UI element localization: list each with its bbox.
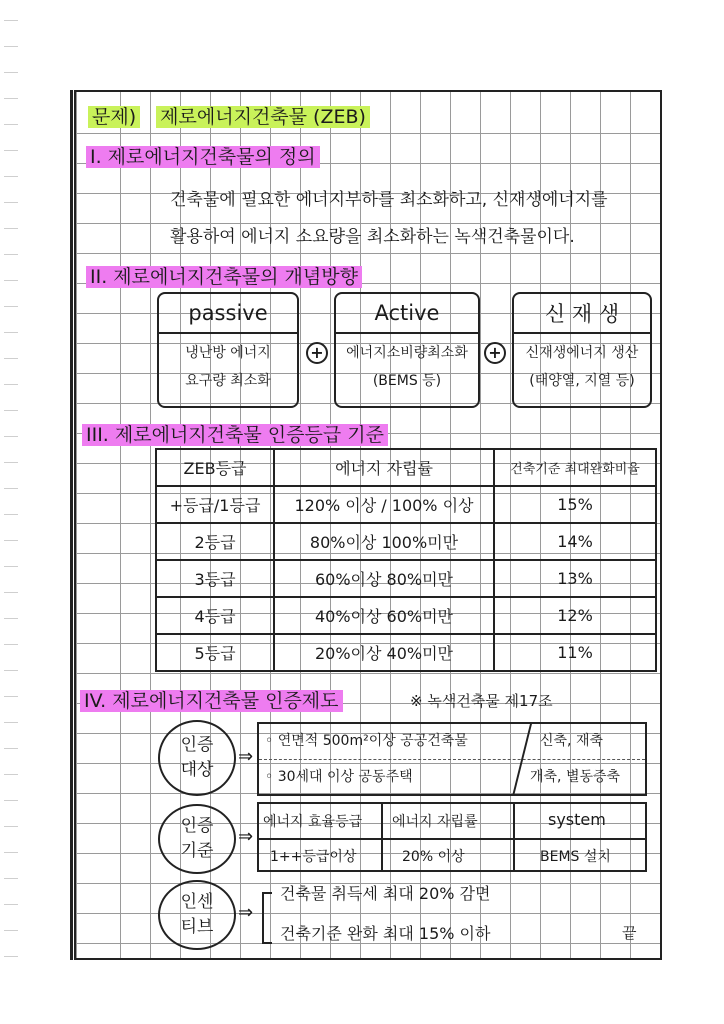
concept-title-passive: passive xyxy=(159,294,297,334)
criteria-value: BEMS 설치 xyxy=(540,849,611,865)
table-cell: 3등급 xyxy=(156,560,274,597)
arrow-icon: ⇒ xyxy=(238,826,254,847)
arrow-icon: ⇒ xyxy=(238,746,254,767)
circle-target: 인증 대상 xyxy=(158,720,236,796)
table-row xyxy=(156,597,656,634)
table-cell: +등급/1등급 xyxy=(156,486,274,523)
circle-incentive: 인센 티브 xyxy=(158,880,236,950)
bracket xyxy=(262,892,272,944)
table-cell: 2등급 xyxy=(156,523,274,560)
concept-line: 에너지소비량최소화 xyxy=(346,345,468,361)
concept-line: 요구량 최소화 xyxy=(185,373,271,389)
concept-title-renewable: 신 재 생 xyxy=(514,294,650,334)
circle-criteria: 인증 기준 xyxy=(158,804,236,874)
target-row1-left: ◦ 연면적 500m²이상 공공건축물 xyxy=(265,733,468,749)
table-header: 에너지 자립률 xyxy=(274,449,494,486)
table-cell: 13% xyxy=(494,560,656,597)
target-row1-right: 신축, 재축 xyxy=(540,733,603,749)
section-2-heading: II. 제로에너지건축물의 개념방향 xyxy=(86,266,362,289)
table-cell: 11% xyxy=(494,634,656,671)
question-text: 제로에너지건축물 (ZEB) xyxy=(156,106,370,128)
margin-line xyxy=(70,90,73,960)
incentive-line-1: 건축물 취득세 최대 20% 감면 xyxy=(280,884,491,903)
question-label: 문제) xyxy=(88,106,140,128)
end-mark: 끝 xyxy=(622,924,637,942)
table-cell: 120% 이상 / 100% 이상 xyxy=(274,486,494,523)
table-cell: 5등급 xyxy=(156,634,274,671)
table-row xyxy=(156,486,656,523)
table-row xyxy=(156,523,656,560)
table-cell: 15% xyxy=(494,486,656,523)
table-row xyxy=(156,560,656,597)
table-cell: 60%이상 80%미만 xyxy=(274,560,494,597)
concept-line: 신재생에너지 생산 xyxy=(525,345,639,361)
question-title xyxy=(88,106,370,129)
criteria-header: 에너지 자립률 xyxy=(392,814,478,830)
table-header: ZEB등급 xyxy=(156,449,274,486)
criteria-header: system xyxy=(548,810,606,829)
law-reference-note: ※ 녹색건축물 제17조 xyxy=(410,692,553,710)
plus-icon: + xyxy=(484,342,506,364)
table-cell: 12% xyxy=(494,597,656,634)
binder-edge-marks xyxy=(4,20,18,980)
concept-line: (BEMS 등) xyxy=(372,373,442,389)
section-1-line-1: 건축물에 필요한 에너지부하를 최소화하고, 신재생에너지를 xyxy=(170,190,608,210)
criteria-value: 1++등급이상 xyxy=(270,849,357,865)
concept-box-active xyxy=(334,292,480,408)
section-3-heading: III. 제로에너지건축물 인증등급 기준 xyxy=(82,424,388,447)
incentive-line-2: 건축기준 완화 최대 15% 이하 xyxy=(280,924,491,943)
table-cell: 80%이상 100%미만 xyxy=(274,523,494,560)
section-1-line-2: 활용하여 에너지 소요량을 최소화하는 녹색건축물이다. xyxy=(170,227,575,247)
section-4-heading: IV. 제로에너지건축물 인증제도 xyxy=(80,690,343,713)
table-cell: 20%이상 40%미만 xyxy=(274,634,494,671)
target-row2-right: 개축, 별동증축 xyxy=(530,769,621,785)
target-row2-left: ◦ 30세대 이상 공동주택 xyxy=(265,769,413,785)
concept-line: (태양열, 지열 등) xyxy=(529,373,635,389)
concept-box-renewable xyxy=(512,292,652,408)
concept-line: 냉난방 에너지 xyxy=(185,345,271,361)
table-row xyxy=(156,634,656,671)
arrow-icon: ⇒ xyxy=(238,902,254,923)
concept-box-passive xyxy=(157,292,299,408)
table-cell: 40%이상 60%미만 xyxy=(274,597,494,634)
table-cell: 4등급 xyxy=(156,597,274,634)
section-1-heading: I. 제로에너지건축물의 정의 xyxy=(86,146,320,169)
plus-icon: + xyxy=(306,342,328,364)
concept-title-active: Active xyxy=(336,294,478,334)
table-cell: 14% xyxy=(494,523,656,560)
table-header: 건축기준 최대완화비율 xyxy=(494,449,656,486)
criteria-value: 20% 이상 xyxy=(402,849,465,865)
table-header-row xyxy=(156,449,656,486)
criteria-header: 에너지 효율등급 xyxy=(263,814,363,830)
zeb-grade-table xyxy=(155,448,657,672)
